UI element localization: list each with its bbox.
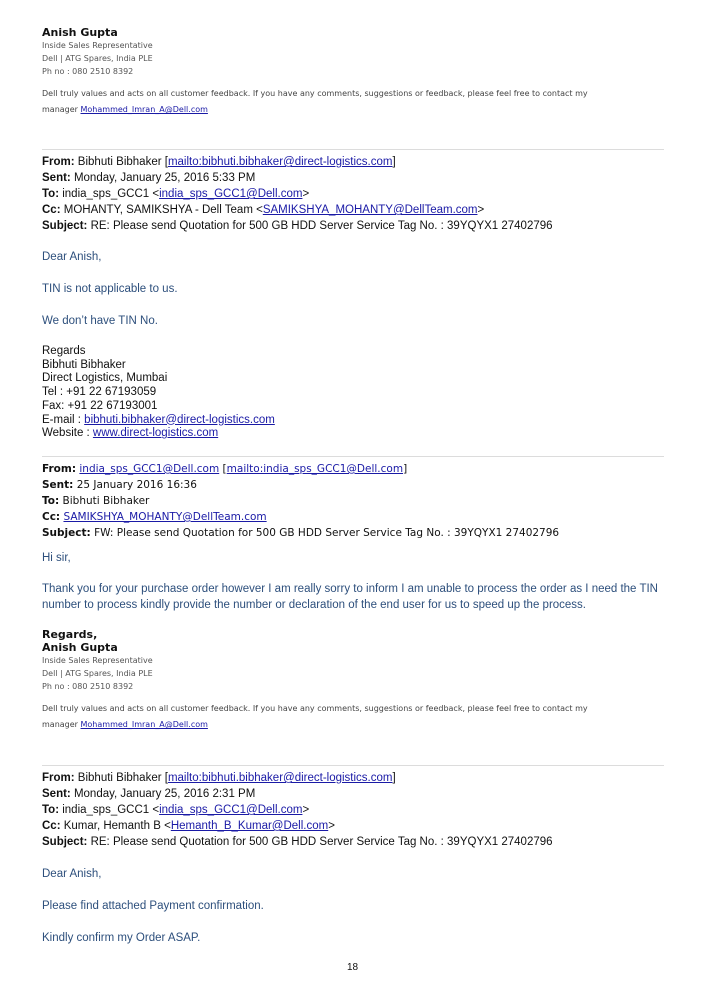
sent-row	[42, 170, 553, 186]
subject-row	[42, 525, 559, 541]
to-row: To: india_sps_GCC1 <india_sps_GCC1@Dell.com>	[42, 804, 310, 816]
cc-row: Cc: Kumar, Hemanth B <Hemanth_B_Kumar@Dell.com>	[42, 820, 335, 832]
signature-email-row	[42, 414, 275, 428]
cc-row: Cc: MOHANTY, SAMIKSHYA - Dell Team <SAMIKSHYA_MOHANTY@DellTeam.com>	[42, 204, 485, 216]
sent-label: Sent:	[42, 479, 74, 491]
feedback-text: Dell truly values and acts on all customer feedback. If you have any comments, suggestions or feedback, please feel free to contact my	[42, 704, 588, 713]
sent-row	[42, 786, 553, 802]
page-number: 18	[347, 962, 359, 973]
to-row	[42, 493, 559, 509]
cc-label: Cc:	[42, 511, 61, 523]
sent-label: Sent:	[42, 172, 71, 184]
from-row: From: india_sps_GCC1@Dell.com [mailto:india_sps_GCC1@Dell.com]	[42, 463, 408, 475]
subject-label: Subject:	[42, 527, 91, 539]
cc-email-link[interactable]: Hemanth_B_Kumar@Dell.com	[170, 820, 329, 832]
signature-website-row	[42, 427, 275, 441]
email-divider	[42, 149, 664, 150]
email-body-line: We don’t have TIN No.	[42, 315, 158, 327]
email-divider	[42, 456, 664, 457]
from-label: From:	[42, 463, 77, 475]
signature-title: Inside Sales Representative	[42, 656, 153, 665]
to-name: india_sps_GCC1 <	[62, 188, 160, 200]
signature-name: Bibhuti Bibhaker	[42, 358, 126, 371]
feedback-note	[42, 701, 642, 733]
subject-value: RE: Please send Quotation for 500 GB HDD Server Service Tag No. : 39YQYX1 27402796	[90, 220, 553, 232]
signature-title: Inside Sales Representative	[42, 41, 153, 50]
email-body-line: TIN is not applicable to us.	[42, 283, 178, 295]
from-mailto-link[interactable]: mailto:india_sps_GCC1@Dell.com	[226, 463, 404, 475]
to-email-link[interactable]: india_sps_GCC1@Dell.com	[159, 804, 303, 816]
subject-row	[42, 218, 553, 234]
signature-phone: Ph no : 080 2510 8392	[42, 67, 134, 76]
signature-name: Anish Gupta	[42, 641, 118, 654]
email-body-paragraph: Thank you for your purchase order however I am really sorry to inform I am unable to process the order as I need the TIN number to process kindly provide the number or declaration of the end user for us to speed up the process.	[42, 583, 658, 611]
email-body-line: Dear Anish,	[42, 251, 102, 263]
from-name: Bibhuti Bibhaker	[77, 772, 165, 784]
from-row: From: Bibhuti Bibhaker [mailto:bibhuti.bibhaker@direct-logistics.com]	[42, 156, 396, 168]
subject-label: Subject:	[42, 836, 88, 848]
email-header-2	[42, 461, 559, 541]
subject-row	[42, 834, 553, 850]
signature-website-link[interactable]: www.direct-logistics.com	[92, 427, 219, 440]
signature-website-label: Website :	[42, 427, 93, 440]
cc-name: Kumar, Hemanth B <	[63, 820, 171, 832]
signature-company: Dell | ATG Spares, India PLE	[42, 669, 153, 678]
sent-value: 25 January 2016 16:36	[76, 479, 197, 491]
sent-value: Monday, January 25, 2016 5:33 PM	[73, 172, 256, 184]
manager-email-link[interactable]: Mohammed_Imran_A@Dell.com	[80, 105, 208, 114]
cc-email-link[interactable]: SAMIKSHYA_MOHANTY@DellTeam.com	[262, 204, 478, 216]
to-email-link[interactable]: india_sps_GCC1@Dell.com	[159, 188, 303, 200]
to-name: india_sps_GCC1 <	[62, 804, 160, 816]
cc-row	[42, 509, 559, 525]
subject-value: FW: Please send Quotation for 500 GB HDD Server Service Tag No. : 39YQYX1 27402796	[94, 527, 560, 539]
email-header-1	[42, 154, 553, 234]
signature-fax: Fax: +91 22 67193001	[42, 399, 158, 412]
cc-name: MOHANTY, SAMIKSHYA - Dell Team <	[63, 204, 263, 216]
signature-phone: Ph no : 080 2510 8392	[42, 682, 134, 691]
from-label: From:	[42, 156, 75, 168]
to-label: To:	[42, 188, 60, 200]
signature-regards: Regards	[42, 345, 86, 357]
sent-row	[42, 477, 559, 493]
signature-name: Anish Gupta	[42, 26, 118, 39]
email-body-line: Dear Anish,	[42, 868, 102, 880]
feedback-prefix: manager	[42, 720, 81, 729]
feedback-note	[42, 86, 642, 118]
sent-label: Sent:	[42, 788, 71, 800]
signature-regards: Regards,	[42, 628, 98, 641]
signature-tel: Tel : +91 22 67193059	[42, 386, 157, 399]
from-row: From: Bibhuti Bibhaker [mailto:bibhuti.bibhaker@direct-logistics.com]	[42, 772, 396, 784]
signature-company: Dell | ATG Spares, India PLE	[42, 54, 153, 63]
cc-label: Cc:	[42, 204, 61, 216]
sent-value: Monday, January 25, 2016 2:31 PM	[73, 788, 256, 800]
cc-email-link[interactable]: SAMIKSHYA_MOHANTY@DellTeam.com	[63, 511, 267, 523]
email-header-3	[42, 770, 553, 850]
signature-company: Direct Logistics, Mumbai	[42, 372, 168, 385]
signature-block-top	[42, 26, 642, 118]
from-mailto-link[interactable]: mailto:bibhuti.bibhaker@direct-logistics.com	[167, 156, 393, 168]
subject-value: RE: Please send Quotation for 500 GB HDD Server Service Tag No. : 39YQYX1 27402796	[90, 836, 553, 848]
from-mailto-link[interactable]: mailto:bibhuti.bibhaker@direct-logistics.com	[167, 772, 393, 784]
feedback-prefix: manager	[42, 105, 81, 114]
to-label: To:	[42, 804, 60, 816]
from-email-link[interactable]: india_sps_GCC1@Dell.com	[79, 463, 220, 475]
email-body-line: Hi sir,	[42, 552, 71, 564]
email-body-line: Kindly confirm my Order ASAP.	[42, 932, 201, 944]
subject-label: Subject:	[42, 220, 88, 232]
sender-signature	[42, 345, 275, 441]
from-label: From:	[42, 772, 75, 784]
signature-email-label: E-mail :	[42, 413, 85, 426]
signature-email-link[interactable]: bibhuti.bibhaker@direct-logistics.com	[84, 413, 275, 426]
email-divider	[42, 765, 664, 766]
to-row: To: india_sps_GCC1 <india_sps_GCC1@Dell.com>	[42, 188, 310, 200]
to-value: Bibhuti Bibhaker	[62, 495, 150, 507]
cc-label: Cc:	[42, 820, 61, 832]
from-name: Bibhuti Bibhaker	[77, 156, 165, 168]
signature-block-dell	[42, 628, 642, 733]
feedback-text: Dell truly values and acts on all customer feedback. If you have any comments, suggestions or feedback, please feel free to contact my	[42, 89, 588, 98]
email-body-line: Please find attached Payment confirmation.	[42, 900, 264, 912]
manager-email-link[interactable]: Mohammed_Imran_A@Dell.com	[80, 720, 208, 729]
to-label: To:	[42, 495, 60, 507]
